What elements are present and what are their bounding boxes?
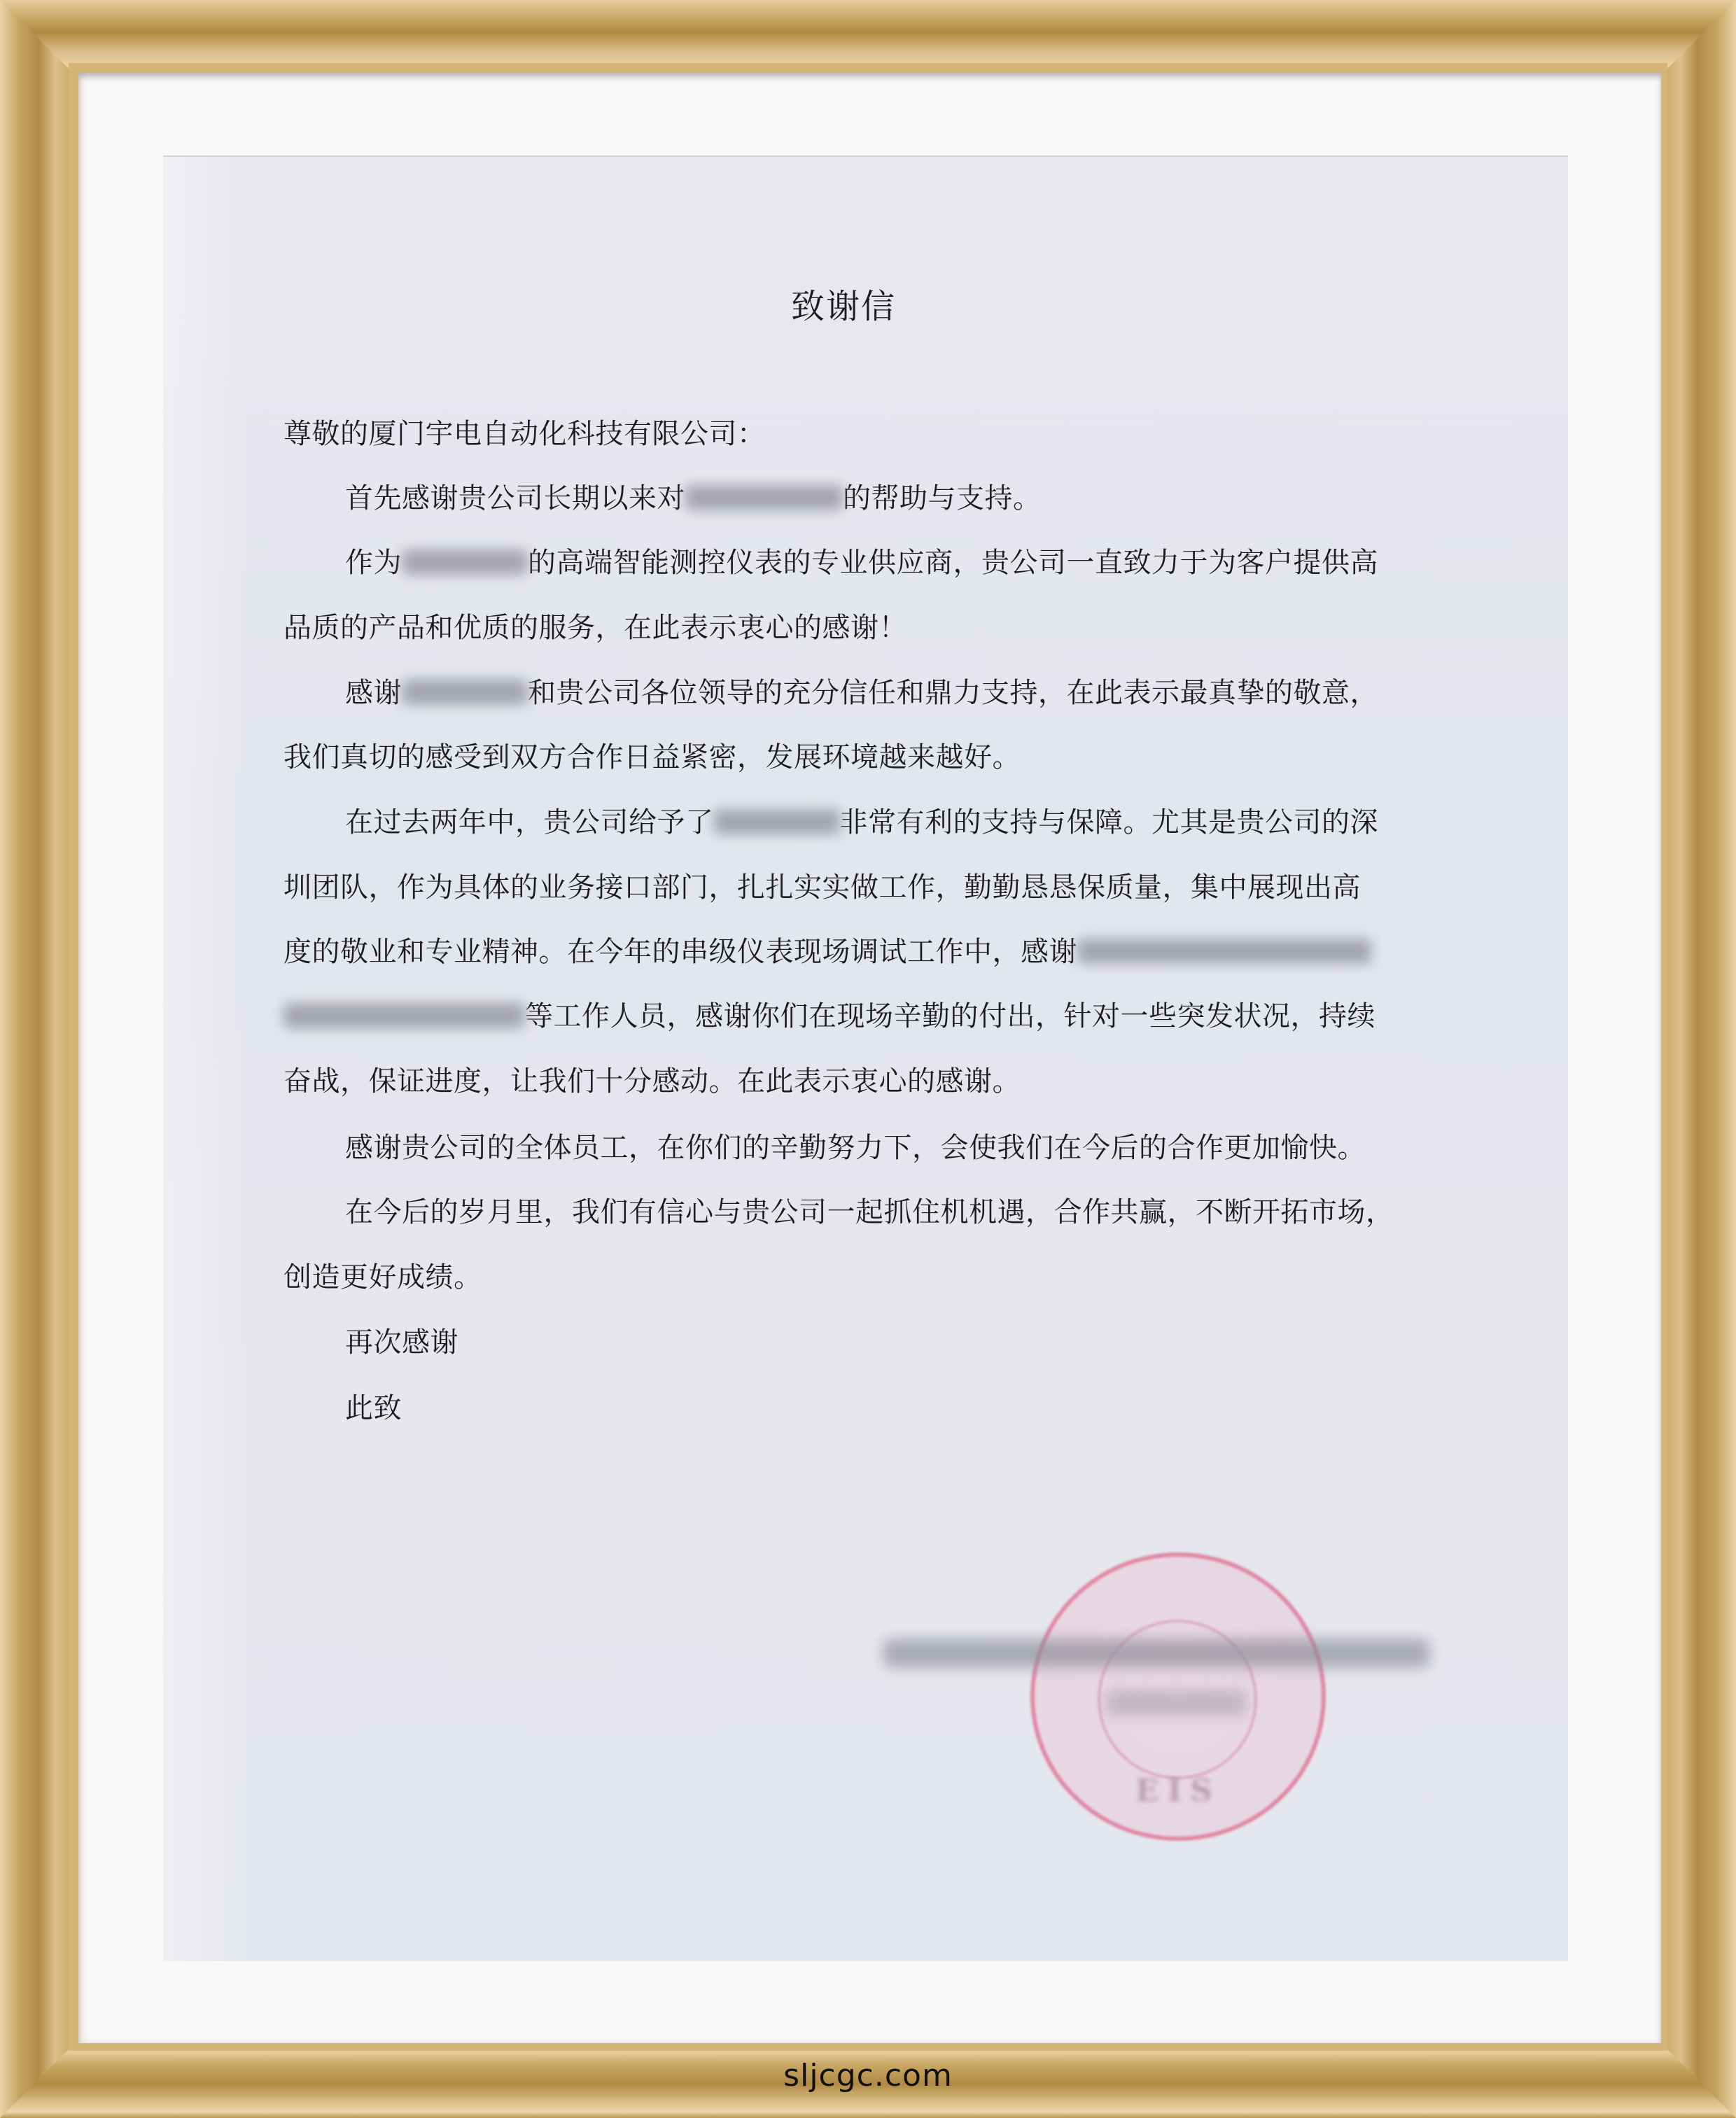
body-line-3 [284, 611, 907, 645]
body-line-11 [345, 1131, 1366, 1165]
text-segment: 圳团队，作为具体的业务接口部门，扎扎实实做工作，勤勤恳恳保质量，集中展现出高 [284, 871, 1361, 904]
body-line-9 [284, 1000, 1376, 1033]
body-line-2 [345, 546, 1378, 580]
body-line-10 [284, 1065, 1021, 1098]
text-segment: 作为 [345, 547, 402, 579]
body-line-4 [345, 676, 1378, 710]
body-line-6 [345, 806, 1378, 839]
redacted-names [284, 1003, 525, 1028]
body-line-12 [345, 1195, 1394, 1229]
text-segment: 感谢 [345, 677, 402, 709]
redacted-signature-company [883, 1639, 1429, 1667]
stamp-code: EIS [1135, 1773, 1221, 1809]
text-segment: 创造更好成绩。 [284, 1261, 482, 1293]
text-segment: 的高端智能测控仪表的专业供应商，贵公司一直致力于为客户提供高 [528, 547, 1378, 579]
text-segment: 度的敬业和专业精神。在今年的串级仪表现场调试工作中，感谢 [284, 936, 1077, 968]
text-segment: 等工作人员，感谢你们在现场辛勤的付出，针对一些突发状况，持续 [525, 1000, 1376, 1032]
text-segment: 感谢贵公司的全体员工，在你们的辛勤努力下，会使我们在今后的合作更加愉快。 [345, 1132, 1366, 1164]
redacted-name [714, 809, 840, 834]
body-line-8 [284, 935, 1371, 969]
text-segment: 品质的产品和优质的服务，在此表示衷心的感谢！ [284, 612, 907, 644]
text-segment: 非常有利的支持与保障。尤其是贵公司的深 [839, 806, 1378, 839]
letter-title: 致谢信 [791, 287, 897, 326]
text-segment: 的帮助与支持。 [843, 482, 1042, 514]
text-segment: 奋战，保证进度，让我们十分感动。在此表示衷心的感谢。 [284, 1065, 1021, 1097]
closing-salute [345, 1391, 402, 1425]
text-segment: 首先感谢贵公司长期以来对 [345, 482, 685, 514]
redacted-signature-date [1106, 1690, 1246, 1716]
text-segment: 在今后的岁月里，我们有信心与贵公司一起抓住机机遇，合作共赢，不断开拓市场， [345, 1196, 1394, 1228]
text-segment: 再次感谢 [345, 1326, 458, 1359]
body-line-13 [284, 1261, 482, 1294]
salutation: 尊敬的厦门宇电自动化科技有限公司： [284, 418, 766, 450]
text-segment: 和贵公司各位领导的充分信任和鼎力支持，在此表示最真挚的敬意， [528, 677, 1378, 709]
site-watermark: sljcgc.com [783, 2058, 953, 2094]
redacted-name [402, 680, 528, 705]
text-segment: 此致 [345, 1392, 402, 1424]
body-line-5 [284, 741, 1021, 774]
frame-top-rail [0, 0, 1736, 73]
closing-thanks [345, 1326, 458, 1359]
redacted-name [685, 485, 843, 510]
text-segment: 我们真切的感受到双方合作日益紧密，发展环境越来越好。 [284, 741, 1021, 773]
body-line-7 [284, 871, 1361, 904]
body-line-1 [345, 482, 1042, 515]
redacted-names [1077, 939, 1371, 964]
redacted-name [402, 549, 528, 575]
text-segment: 在过去两年中，贵公司给予了 [345, 806, 714, 839]
